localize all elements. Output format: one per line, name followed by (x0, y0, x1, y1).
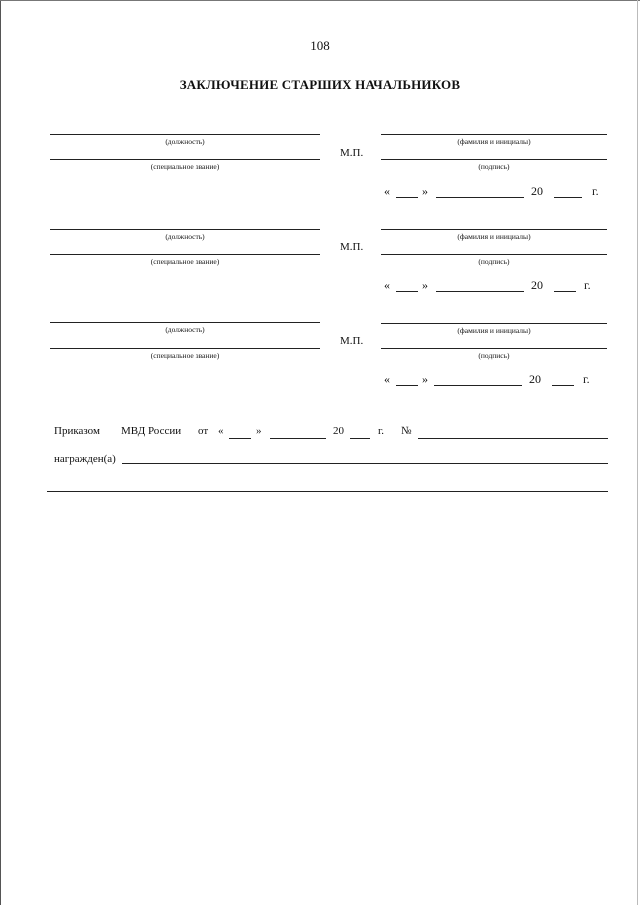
year-prefix: 20 (333, 425, 344, 437)
signature-caption: (подпись) (478, 351, 510, 360)
day-blank[interactable] (396, 291, 418, 292)
signature-caption: (подпись) (478, 162, 510, 171)
order-month-blank[interactable] (270, 438, 326, 439)
signature-caption: (подпись) (478, 257, 510, 266)
award-line-continued[interactable] (47, 491, 608, 492)
rank-line[interactable] (50, 159, 320, 160)
name-caption: (фамилия и инициалы) (457, 232, 531, 241)
day-blank[interactable] (396, 197, 418, 198)
rank-caption: (специальное звание) (150, 351, 220, 360)
rank-caption: (специальное звание) (150, 162, 220, 171)
page-edge-right (637, 0, 638, 905)
order-row (54, 425, 608, 445)
name-line[interactable] (381, 229, 607, 230)
order-number-blank[interactable] (418, 438, 608, 439)
position-line[interactable] (50, 134, 320, 135)
year-prefix: 20 (531, 278, 543, 292)
order-label: Приказом (54, 425, 100, 437)
year-blank[interactable] (554, 197, 582, 198)
year-suffix: г. (378, 425, 385, 437)
rank-line[interactable] (50, 254, 320, 255)
close-quote: » (422, 278, 428, 292)
close-quote: » (422, 372, 428, 386)
year-prefix: 20 (529, 372, 541, 386)
page-edge-left (0, 0, 1, 905)
position-caption: (должность) (165, 325, 205, 334)
awarded-label: награжден(а) (54, 453, 116, 465)
rank-line[interactable] (50, 348, 320, 349)
page-title: ЗАКЛЮЧЕНИЕ СТАРШИХ НАЧАЛЬНИКОВ (179, 77, 461, 92)
page-edge-top (0, 0, 640, 1)
number-sign: № (401, 425, 412, 437)
year-suffix: г. (584, 278, 591, 292)
close-quote: » (256, 425, 262, 437)
name-caption: (фамилия и инициалы) (457, 326, 531, 335)
ministry-label: МВД России (121, 425, 182, 437)
date-row (384, 372, 608, 390)
open-quote: « (218, 425, 224, 437)
open-quote: « (384, 184, 390, 198)
name-line[interactable] (381, 323, 607, 324)
day-blank[interactable] (396, 385, 418, 386)
position-line[interactable] (50, 322, 320, 323)
close-quote: » (422, 184, 428, 198)
stamp-label: М.П. (340, 335, 364, 347)
year-prefix: 20 (531, 184, 543, 198)
year-blank[interactable] (552, 385, 574, 386)
signature-line[interactable] (381, 254, 607, 255)
rank-caption: (специальное звание) (150, 257, 220, 266)
date-row (384, 278, 608, 296)
from-label: от (198, 425, 209, 437)
position-line[interactable] (50, 229, 320, 230)
year-suffix: г. (592, 184, 599, 198)
date-row (384, 184, 608, 202)
month-blank[interactable] (436, 197, 524, 198)
month-blank[interactable] (436, 291, 524, 292)
year-suffix: г. (583, 372, 590, 386)
stamp-label: М.П. (340, 147, 364, 159)
order-year-blank[interactable] (350, 438, 370, 439)
signature-line[interactable] (381, 159, 607, 160)
position-caption: (должность) (165, 232, 205, 241)
signature-line[interactable] (381, 348, 607, 349)
month-blank[interactable] (434, 385, 522, 386)
open-quote: « (384, 278, 390, 292)
name-caption: (фамилия и инициалы) (457, 137, 531, 146)
page-number: 108 (310, 38, 330, 53)
order-day-blank[interactable] (229, 438, 251, 439)
stamp-label: М.П. (340, 241, 364, 253)
open-quote: « (384, 372, 390, 386)
position-caption: (должность) (165, 137, 205, 146)
award-line[interactable] (122, 463, 608, 464)
year-blank[interactable] (554, 291, 576, 292)
name-line[interactable] (381, 134, 607, 135)
